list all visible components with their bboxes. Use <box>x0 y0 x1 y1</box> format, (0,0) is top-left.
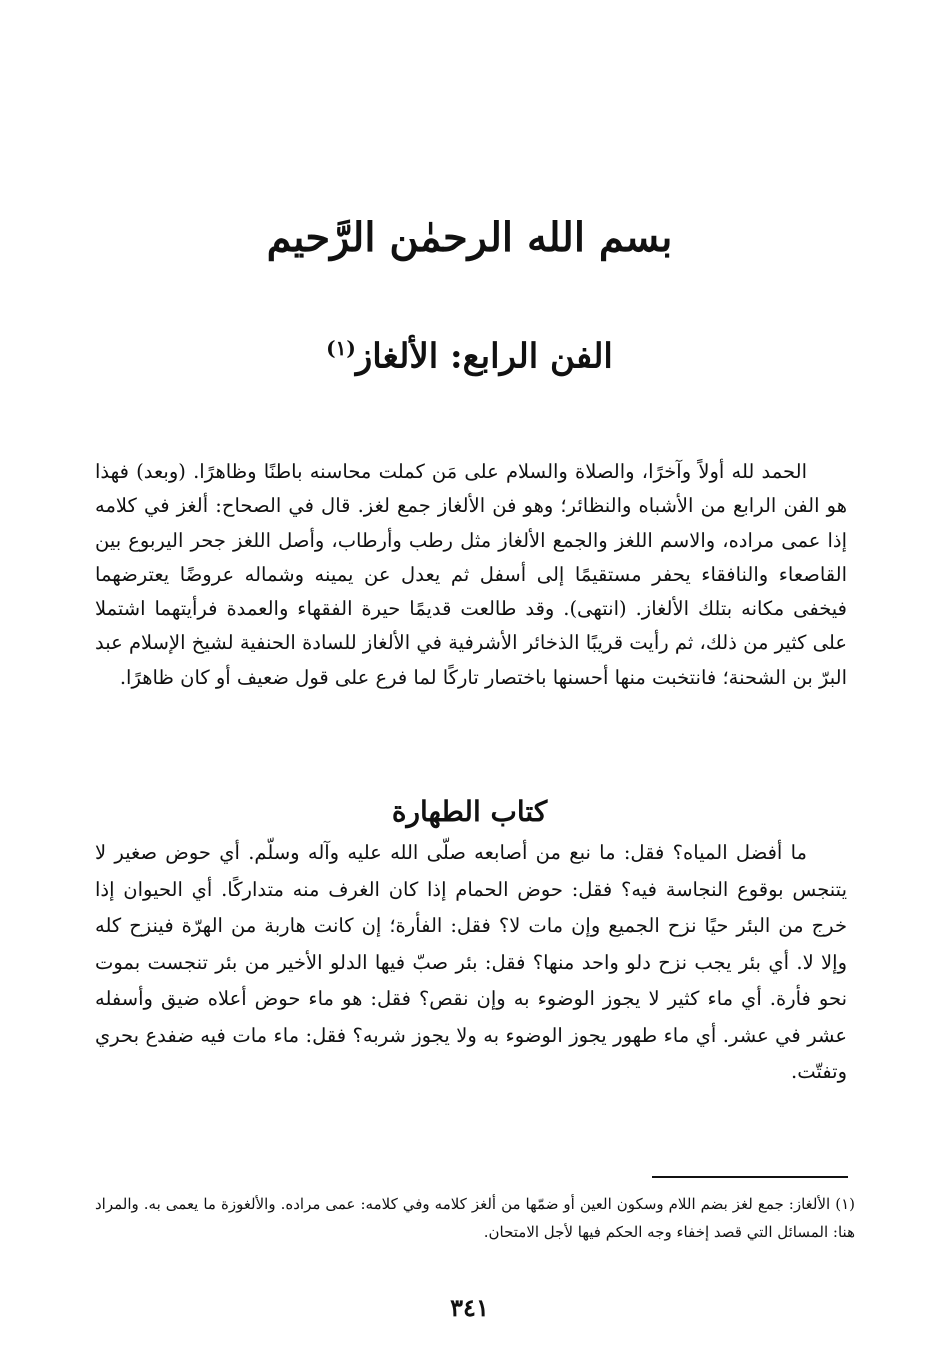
intro-paragraph: الحمد لله أولاً وآخرًا، والصلاة والسلام على مَن كملت محاسنه باطنًا وظاهرًا. (وبعد) فهذا هو الفن الرابع من الأشباه والنظائر؛ وهو فن الألغاز جمع لغز. قال في الصحاح: ألغز في كلامه إذا عمى مراده، والاسم اللغز والجمع الألغاز مثل رطب وأرطاب، وأصل اللغز جحر اليربوع بين القاصعاء والنافقاء يحفر مستقيمًا إلى أسفل ثم يعدل عن يمينه وشماله عروضًا يعترضهما فيخفى مكانه بتلك الألغاز. (انتهى). وقد طالعت قديمًا حيرة الفقهاء والعمدة فرأيتهما اشتملا على كثير من ذلك، ثم رأيت قريبًا الذخائر الأشرفية في الألغاز للسادة الحنفية لشيخ الإسلام عبد البرّ بن الشحنة؛ فانتخبت منها أحسنها باختصار تاركًا لما فرع على قول ضعيف أو كان ظاهرًا. <box>95 460 847 689</box>
footnote-marker: (١) <box>835 1195 855 1213</box>
footnote-text: الألغاز: جمع لغز بضم اللام وسكون العين أو ضمّها من ألغز كلامه وفي كلامه: عمى مراده. والألغوزة ما يعمى به. والمراد هنا: المسائل التي قصد إخفاء وجه الحكم فيها لأجل الامتحان. <box>95 1195 855 1241</box>
footnote-divider <box>652 1176 848 1178</box>
section-title: كتاب الطهارة <box>391 795 548 828</box>
chapter-title <box>0 322 939 382</box>
chapter-title-text: الفن الرابع: الألغاز <box>355 336 613 377</box>
page-number: ٣٤١ <box>450 1293 489 1322</box>
footnote <box>95 1190 855 1246</box>
basmala-heading: بسم الله الرحمٰن الرَّحيم <box>266 214 673 261</box>
section-paragraph: ما أفضل المياه؟ فقل: ما نبع من أصابعه صلّى الله عليه وآله وسلّم. أي حوض صغير لا يتنجس بوقوع النجاسة فيه؟ فقل: حوض الحمام إذا كان الغرف منه متداركًا. أي الحيوان إذا خرج من البئر حيًا نزح الجميع وإن مات لا؟ فقل: الفأرة؛ إن كانت هاربة من الهرّة فينزح كله وإلا لا. أي بئر يجب نزح دلو واحد منها؟ فقل: بئر صبّ فيها الدلو الأخير من بئر تنجست بموت نحو فأرة. أي ماء كثير لا يجوز الوضوء به وإن نقص؟ فقل: هو ماء حوض أعلاه ضيق وأسفله عشر في عشر. أي ماء طهور يجوز الوضوء به ولا يجوز شربه؟ فقل: ماء مات فيه ضفدع بحري وتفتّت. <box>95 841 847 1083</box>
chapter-footnote-marker[interactable]: (١) <box>326 336 356 360</box>
